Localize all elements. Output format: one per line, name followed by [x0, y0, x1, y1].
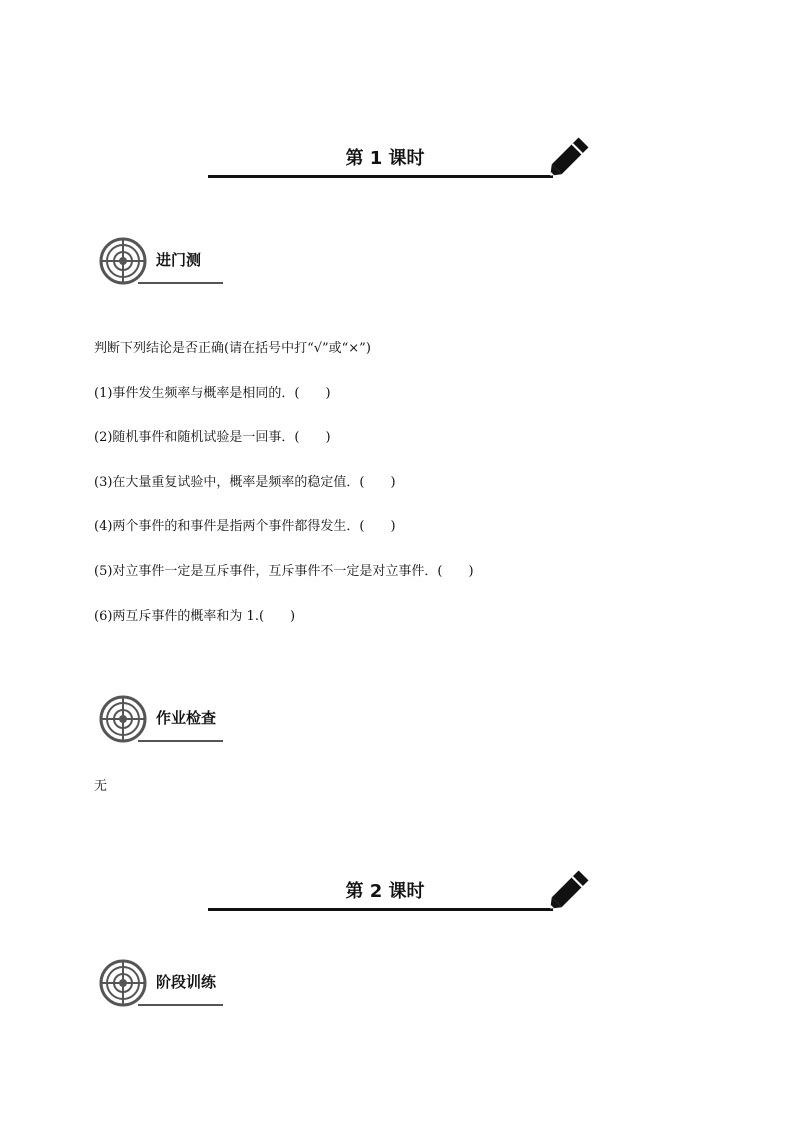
question-item: (5)对立事件一定是互斥事件，互斥事件不一定是对立事件．( ) — [94, 564, 474, 579]
section-underline — [138, 1004, 223, 1006]
lesson-title: 第 1 课时 — [345, 148, 425, 169]
question-item: (6)两互斥事件的概率和为 1.( ) — [94, 609, 296, 624]
homework-body: 无 — [94, 779, 108, 794]
pencil-icon — [540, 863, 596, 919]
lesson-1-header — [0, 130, 794, 200]
target-icon — [98, 958, 148, 1008]
section-underline — [138, 740, 223, 742]
question-item: (1)事件发生频率与概率是相同的．( ) — [94, 386, 331, 401]
section-underline — [138, 282, 223, 284]
lesson-title-rule — [208, 908, 553, 911]
target-icon — [98, 694, 148, 744]
lesson-title-rule — [208, 175, 553, 178]
section-heading-homework-check — [98, 694, 228, 744]
section-label: 阶段训练 — [156, 973, 217, 991]
pencil-icon — [540, 130, 596, 186]
section-heading-stage-training — [98, 958, 228, 1008]
question-item: (2)随机事件和随机试验是一回事．( ) — [94, 430, 331, 445]
lesson-title: 第 2 课时 — [345, 881, 425, 902]
section-heading-entry-test — [98, 236, 228, 286]
question-intro: 判断下列结论是否正确(请在括号中打“√”或“×”) — [94, 341, 371, 356]
question-item: (4)两个事件的和事件是指两个事件都得发生．( ) — [94, 519, 396, 534]
section-label: 进门测 — [156, 251, 202, 269]
target-icon — [98, 236, 148, 286]
section-label: 作业检查 — [156, 709, 217, 727]
lesson-2-header — [0, 863, 794, 933]
question-item: (3)在大量重复试验中，概率是频率的稳定值．( ) — [94, 475, 396, 490]
